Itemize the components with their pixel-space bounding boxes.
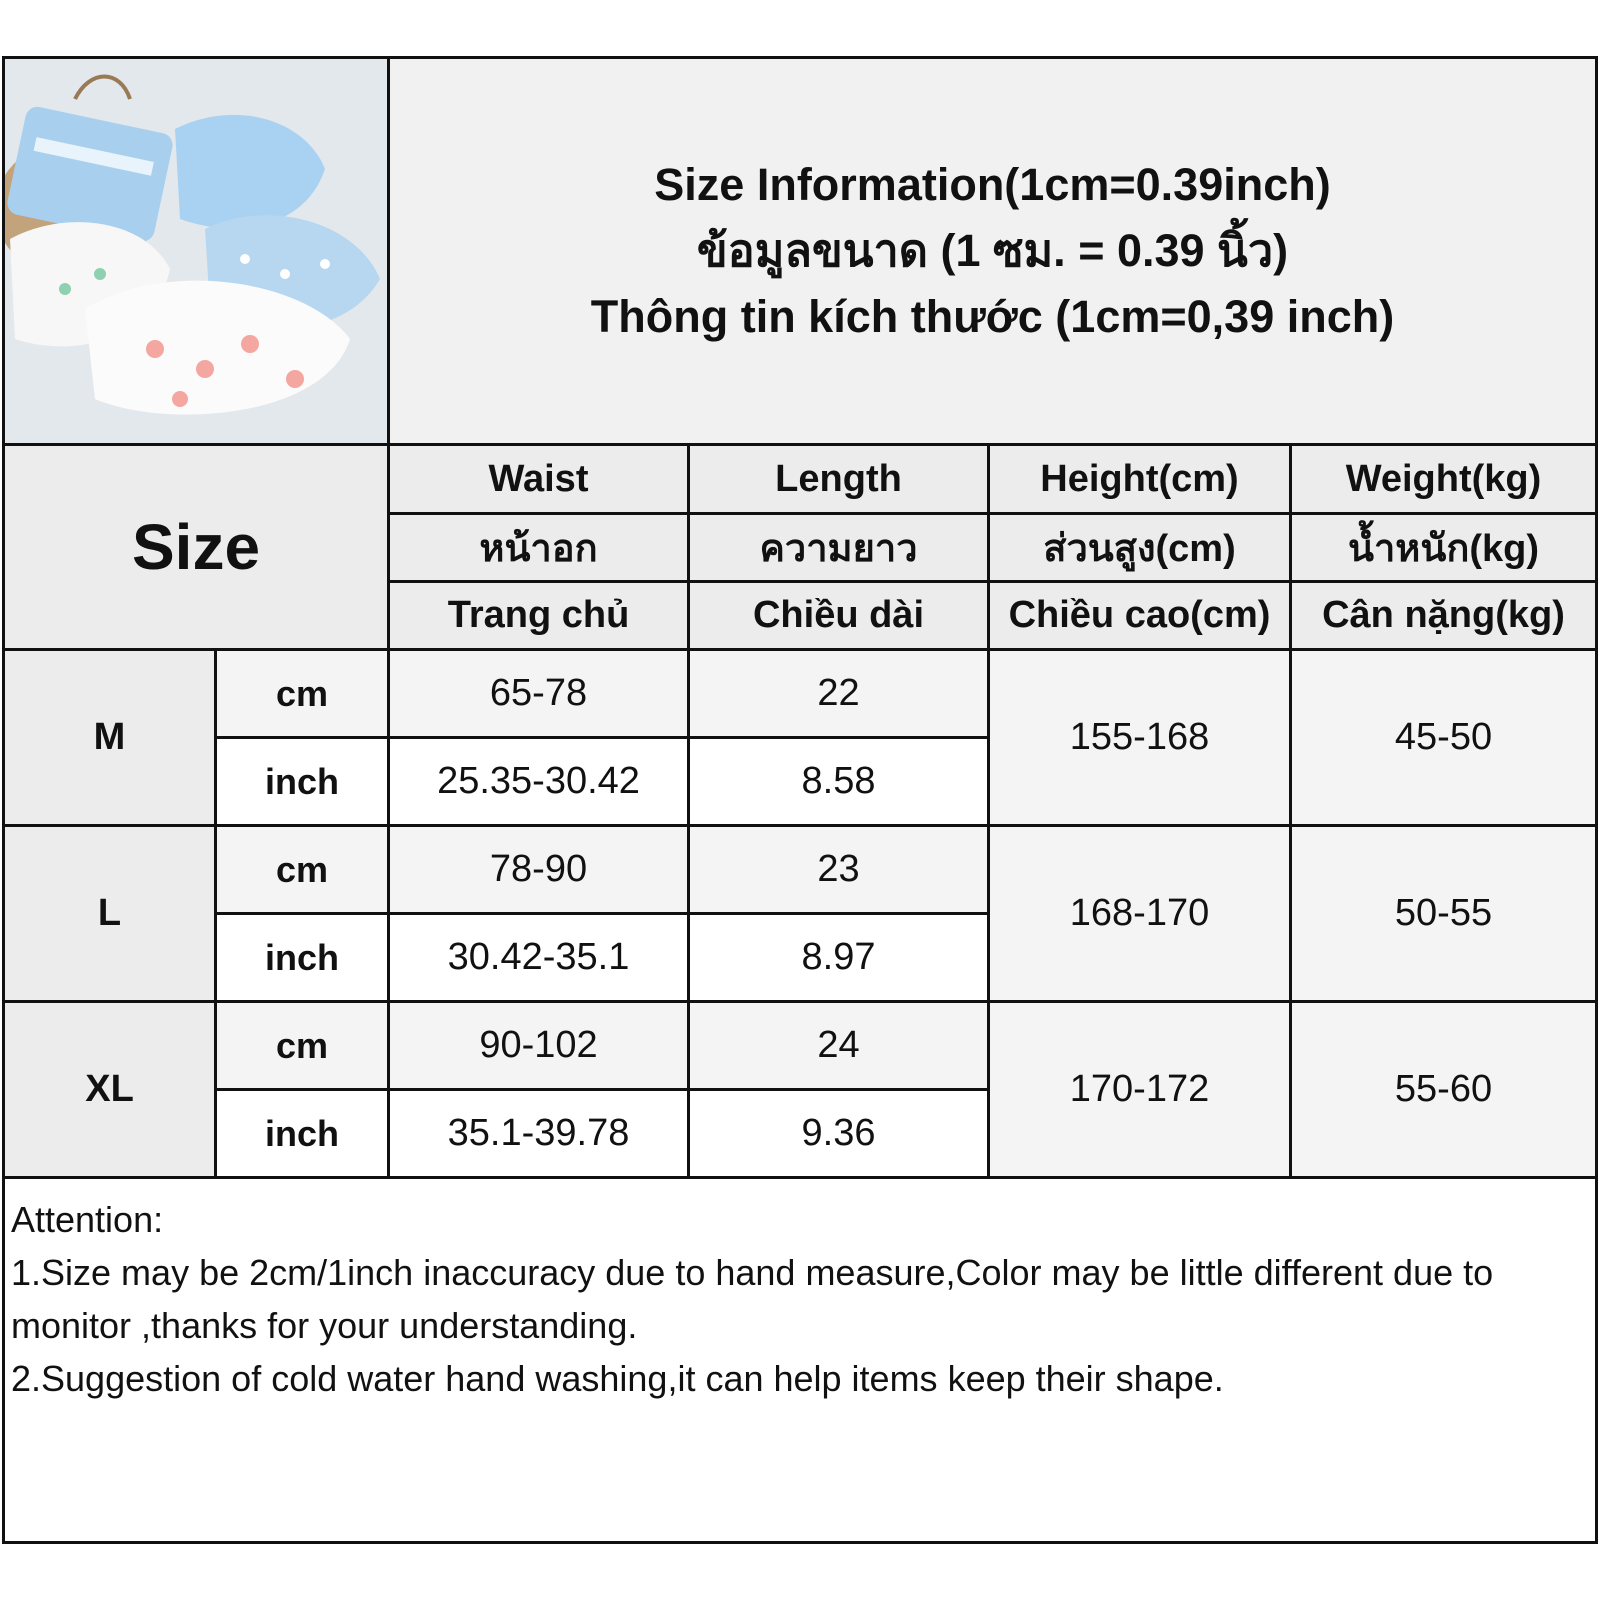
size-header	[5, 446, 390, 651]
l-waist-cm: 78-90	[390, 827, 690, 915]
xl-length-inch: 9.36	[690, 1091, 990, 1179]
col-weight-en: Weight(kg)	[1292, 446, 1595, 515]
m-waist-cm: 65-78	[390, 651, 690, 739]
col-length-th: ความยาว	[690, 515, 990, 583]
col-waist-en: Waist	[390, 446, 690, 515]
l-length-cm: 23	[690, 827, 990, 915]
unit-inch: inch	[217, 739, 390, 827]
note-1: 1.Size may be 2cm/1inch inaccuracy due to hand measure,Color may be little different due to monitor ,thanks for your understanding.	[11, 1252, 1494, 1346]
col-waist-vi: Trang chủ	[390, 583, 690, 651]
unit-inch: inch	[217, 1091, 390, 1179]
l-height: 168-170	[990, 827, 1292, 1003]
col-length-vi: Chiều dài	[690, 583, 990, 651]
size-xl: XL	[5, 1003, 217, 1179]
xl-height: 170-172	[990, 1003, 1292, 1179]
m-weight: 45-50	[1292, 651, 1595, 827]
product-photo	[5, 59, 390, 446]
m-length-cm: 22	[690, 651, 990, 739]
attention-notes	[5, 1189, 1595, 1539]
col-length-en: Length	[690, 446, 990, 515]
col-weight-vi: Cân nặng(kg)	[1292, 583, 1595, 651]
title-box	[390, 59, 1595, 446]
unit-inch: inch	[217, 915, 390, 1003]
l-weight: 50-55	[1292, 827, 1595, 1003]
l-waist-inch: 30.42-35.1	[390, 915, 690, 1003]
xl-waist-inch: 35.1-39.78	[390, 1091, 690, 1179]
m-length-inch: 8.58	[690, 739, 990, 827]
xl-length-cm: 24	[690, 1003, 990, 1091]
size-chart	[2, 56, 1598, 1544]
size-l: L	[5, 827, 217, 1003]
title-vietnamese: Thông tin kích thước (1cm=0,39 inch)	[590, 291, 1395, 342]
unit-cm: cm	[217, 651, 390, 739]
notes-heading: Attention:	[11, 1199, 164, 1240]
size-header-label: Size	[131, 511, 261, 583]
m-height: 155-168	[990, 651, 1292, 827]
col-waist-th: หน้าอก	[390, 515, 690, 583]
product-photo-illustration	[5, 59, 390, 446]
l-length-inch: 8.97	[690, 915, 990, 1003]
m-waist-inch: 25.35-30.42	[390, 739, 690, 827]
unit-cm: cm	[217, 1003, 390, 1091]
xl-weight: 55-60	[1292, 1003, 1595, 1179]
size-m: M	[5, 651, 217, 827]
title-thai: ข้อมูลขนาด (1 ซม. = 0.39 นิ้ว)	[696, 225, 1289, 276]
title-english: Size Information(1cm=0.39inch)	[654, 159, 1331, 210]
unit-cm: cm	[217, 827, 390, 915]
col-height-vi: Chiều cao(cm)	[990, 583, 1292, 651]
xl-waist-cm: 90-102	[390, 1003, 690, 1091]
col-weight-th: น้ำหนัก(kg)	[1292, 515, 1595, 583]
note-2: 2.Suggestion of cold water hand washing,it can help items keep their shape.	[11, 1358, 1224, 1399]
col-height-th: ส่วนสูง(cm)	[990, 515, 1292, 583]
col-height-en: Height(cm)	[990, 446, 1292, 515]
